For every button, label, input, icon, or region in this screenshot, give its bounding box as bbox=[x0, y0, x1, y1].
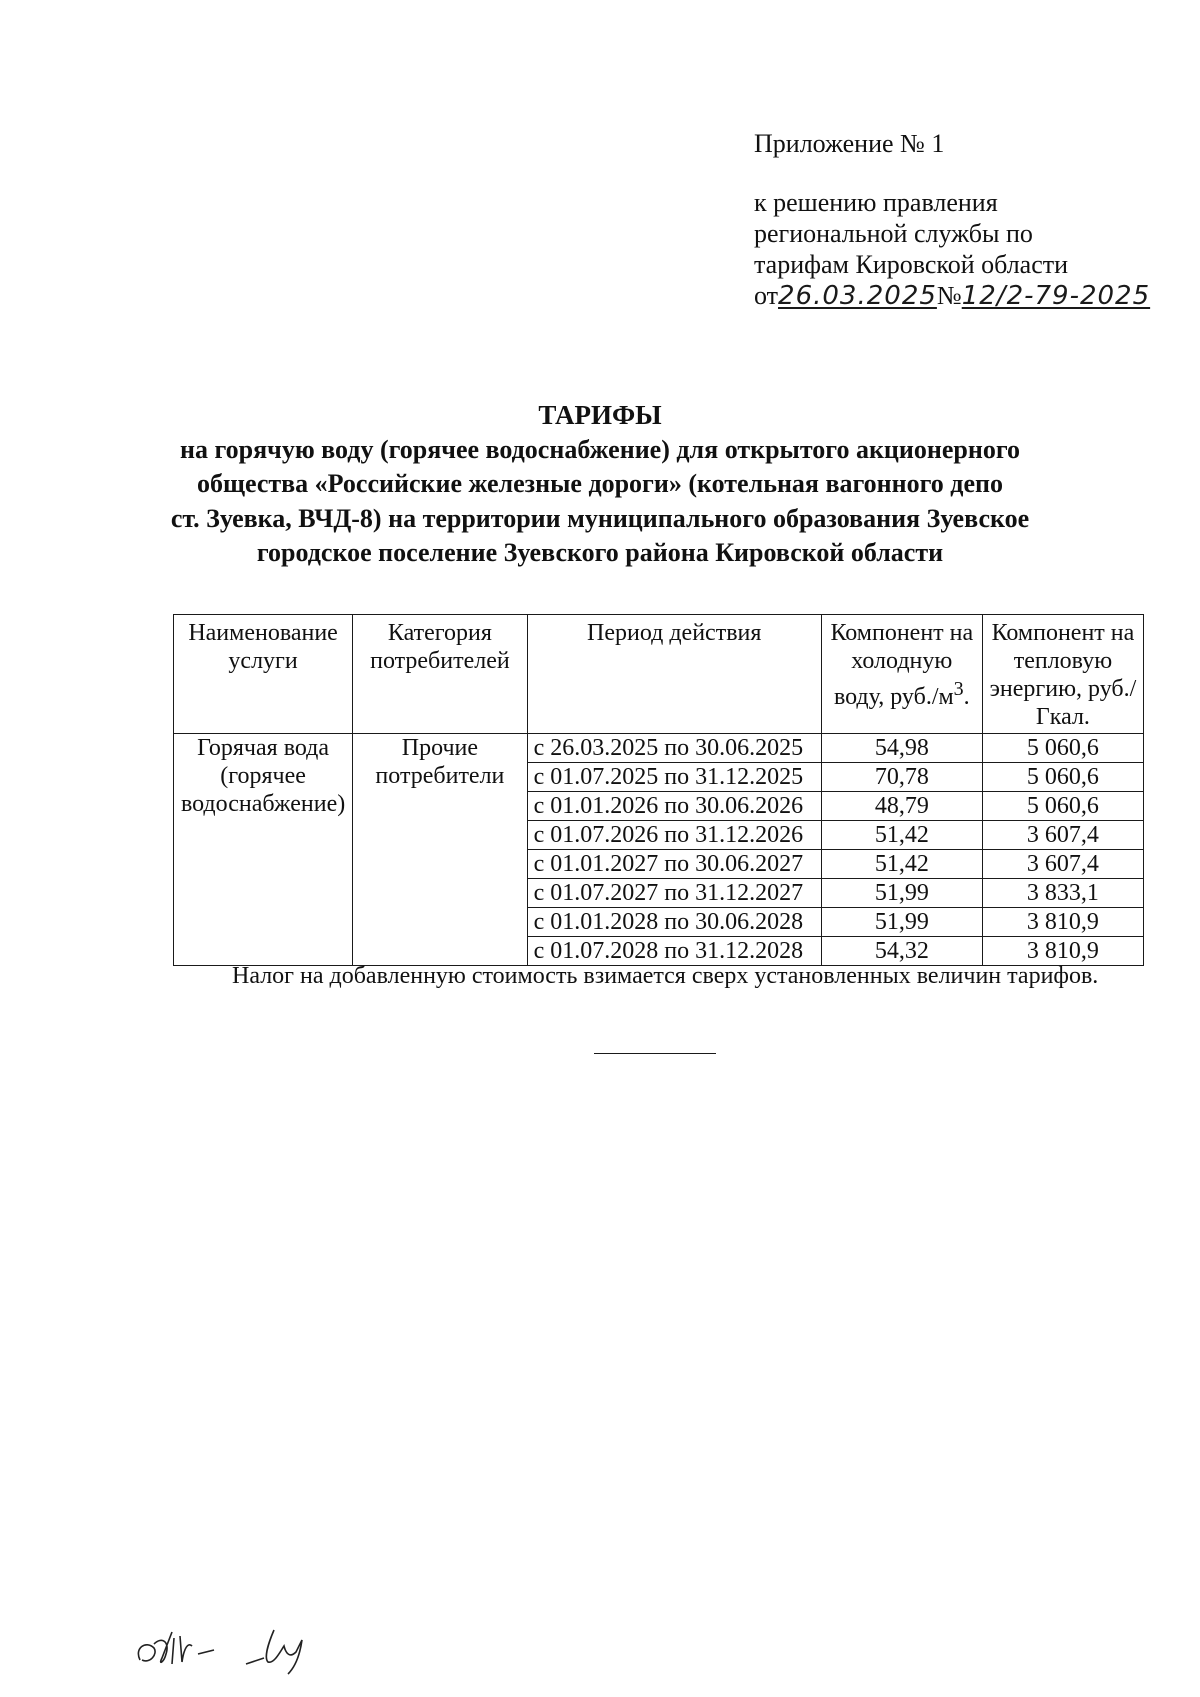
title-main: ТАРИФЫ bbox=[538, 400, 662, 430]
appendix-line: региональной службы по bbox=[754, 219, 1033, 248]
cell-period: с 01.07.2025 по 31.12.2025 bbox=[527, 763, 821, 792]
header-cold-water: Компонент на холодную воду, $руб./м^3$. bbox=[821, 615, 982, 734]
cell-heat: 3 810,9 bbox=[982, 937, 1143, 966]
handwritten-initials bbox=[128, 1618, 368, 1678]
cell-period: с 01.01.2027 по 30.06.2027 bbox=[527, 850, 821, 879]
cell-heat: 3 833,1 bbox=[982, 879, 1143, 908]
cell-heat: 3 810,9 bbox=[982, 908, 1143, 937]
cell-cold: 51,42 bbox=[821, 850, 982, 879]
vat-note: Налог на добавленную стоимость взимается сверх установленных величин тарифов. bbox=[232, 963, 1099, 989]
handwritten-date: 26.03.2025 bbox=[778, 281, 937, 311]
cell-heat: 3 607,4 bbox=[982, 850, 1143, 879]
cell-cold: 54,32 bbox=[821, 937, 982, 966]
tariffs-table bbox=[173, 614, 1144, 966]
title-line: городское поселение Зуевского района Кировской области bbox=[256, 538, 944, 567]
cell-service: Горячая вода (горячее водоснабжение) bbox=[174, 734, 353, 966]
cell-heat: 5 060,6 bbox=[982, 734, 1143, 763]
cell-category: Прочие потребители bbox=[353, 734, 527, 966]
cell-heat: 5 060,6 bbox=[982, 792, 1143, 821]
header-category: Категория потребителей bbox=[353, 615, 527, 734]
decision-date-line bbox=[754, 280, 1174, 312]
cell-heat: 5 060,6 bbox=[982, 763, 1143, 792]
from-prefix: от bbox=[754, 281, 779, 310]
number-sign: № bbox=[936, 281, 962, 310]
cell-cold: 70,78 bbox=[821, 763, 982, 792]
cell-period: с 01.07.2028 по 31.12.2028 bbox=[527, 937, 821, 966]
appendix-block bbox=[754, 128, 1174, 312]
cell-heat: 3 607,4 bbox=[982, 821, 1143, 850]
cell-cold: 51,42 bbox=[821, 821, 982, 850]
title-line: на горячую воду (горячее водоснабжение) для открытого акционерного bbox=[179, 434, 1021, 464]
header-heat: Компонент на тепловую энергию, руб./Гкал. bbox=[982, 615, 1143, 734]
cell-cold: 51,99 bbox=[821, 879, 982, 908]
header-period: Период действия bbox=[527, 615, 821, 734]
cell-cold: 51,99 bbox=[821, 908, 982, 937]
table-row bbox=[174, 734, 1144, 763]
cell-cold: 54,98 bbox=[821, 734, 982, 763]
cell-period: с 01.07.2026 по 31.12.2026 bbox=[527, 821, 821, 850]
appendix-line: тарифам Кировской области bbox=[754, 250, 1069, 279]
cell-period: с 26.03.2025 по 30.06.2025 bbox=[527, 734, 821, 763]
cell-cold: 48,79 bbox=[821, 792, 982, 821]
handwritten-decision-number: 12/2-79-2025 bbox=[961, 281, 1151, 311]
appendix-number: Приложение № 1 bbox=[754, 129, 945, 158]
cell-period: с 01.07.2027 по 31.12.2027 bbox=[527, 879, 821, 908]
title-line: ст. Зуевка, ВЧД-8) на территории муниципального образования Зуевское bbox=[170, 503, 1030, 533]
header-service: Наименование услуги bbox=[174, 615, 353, 734]
divider-line bbox=[594, 1053, 716, 1054]
title-line: общества «Российские железные дороги» (котельная вагонного депо bbox=[197, 469, 1003, 498]
cell-period: с 01.01.2028 по 30.06.2028 bbox=[527, 908, 821, 937]
appendix-line: к решению правления bbox=[754, 188, 998, 217]
cell-period: с 01.01.2026 по 30.06.2026 bbox=[527, 792, 821, 821]
table-header-row bbox=[174, 615, 1144, 734]
document-title bbox=[100, 398, 1100, 571]
